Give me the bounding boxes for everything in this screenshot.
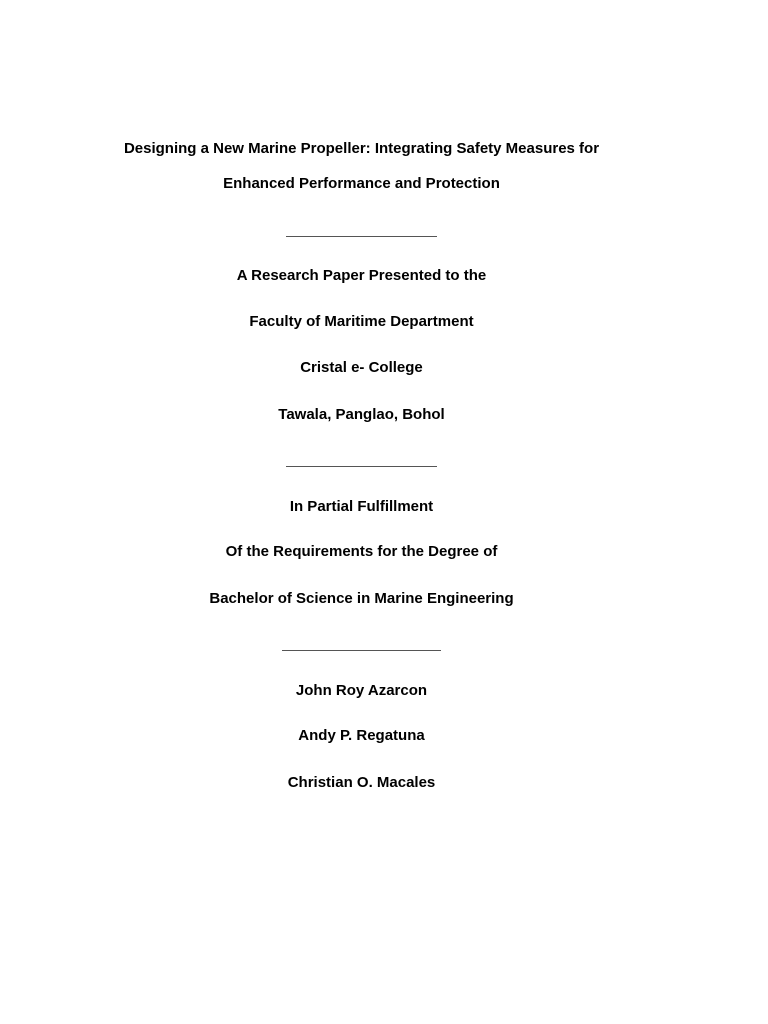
location-line: Tawala, Panglao, Bohol xyxy=(278,406,445,423)
institution-line: Cristal e- College xyxy=(300,359,423,376)
presented-to-line: A Research Paper Presented to the xyxy=(236,267,487,284)
title-line-2: Enhanced Performance and Protection xyxy=(223,175,500,192)
author-2: Andy P. Regatuna xyxy=(298,727,425,744)
author-3: Christian O. Macales xyxy=(287,774,436,791)
author-1: John Roy Azarcon xyxy=(295,682,428,699)
divider-1 xyxy=(286,236,437,237)
degree-line: Bachelor of Science in Marine Engineering xyxy=(209,590,514,607)
department-line: Faculty of Maritime Department xyxy=(249,313,474,330)
divider-2 xyxy=(286,466,437,467)
requirements-line: Of the Requirements for the Degree of xyxy=(225,543,498,560)
fulfillment-line: In Partial Fulfillment xyxy=(289,498,434,515)
divider-3 xyxy=(282,650,441,651)
title-line-1: Designing a New Marine Propeller: Integrating Safety Measures for xyxy=(123,140,600,157)
